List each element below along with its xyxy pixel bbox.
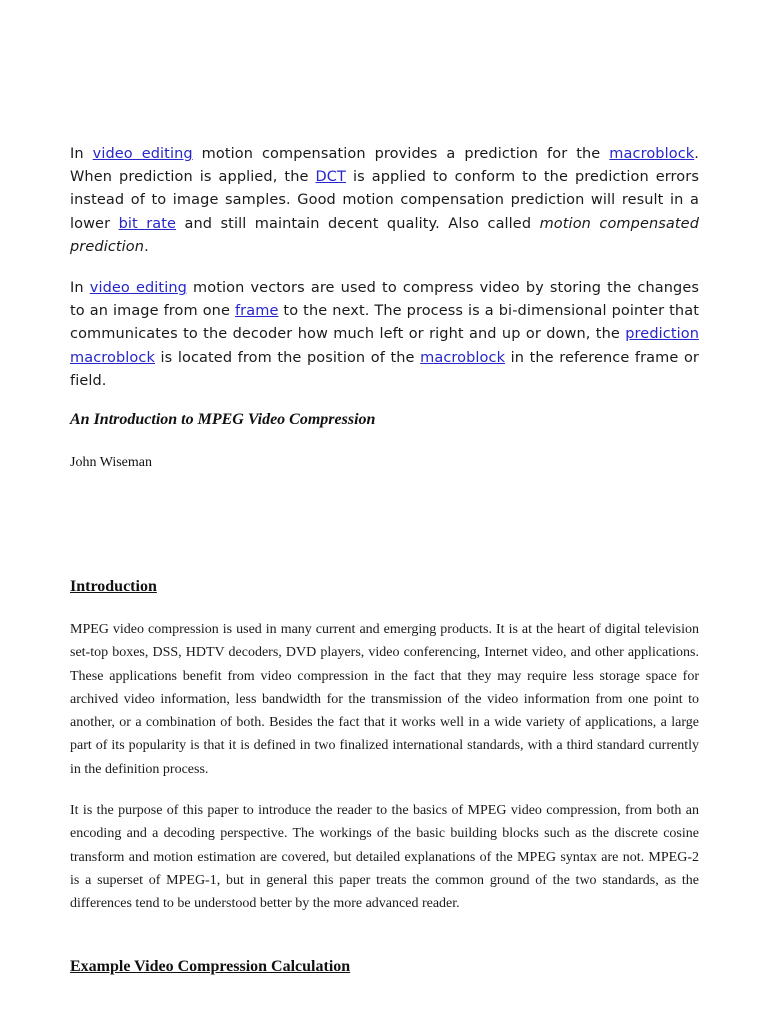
link-dct[interactable]: DCT	[315, 169, 346, 186]
text-span: to the next. The process is a bi-dimensional pointer that communicates to the decoder how much left or right and up or down, the	[70, 303, 699, 343]
link-frame[interactable]: frame	[234, 303, 279, 320]
heading-example-calculation: Example Video Compression Calculation	[70, 958, 351, 975]
link-bit-rate[interactable]: bit rate	[118, 215, 177, 232]
heading-introduction: Introduction	[70, 578, 157, 595]
text-span: In	[70, 280, 90, 296]
paragraph-intro-1: MPEG video compression is used in many current and emerging products. It is at the heart of digital television set-top boxes, DSS, HDTV decoders, DVD players, video conferencing, Internet video, and other applications. These applications benefit from video compression in the fact that they may require less storage space for archived video information, less bandwidth for the transmission of the video information from one point to another, or a combination of both. Besides the fact that it works well in a wide variety of applications, a large part of its popularity is that it is defined in two finalized international standards, with a third standard currently in the definition process.	[70, 622, 699, 777]
link-video-editing[interactable]: video editing	[92, 146, 193, 162]
text-span: is located from the position of the	[154, 349, 421, 366]
link-prediction-macroblock[interactable]: prediction macroblock	[70, 326, 699, 366]
link-macroblock-2[interactable]: macroblock	[420, 349, 506, 366]
emphasis-term: motion compensated prediction	[70, 215, 700, 255]
text-span: .	[144, 238, 149, 255]
text-span: and still maintain decent quality. Also called	[176, 215, 540, 232]
author-name: John Wiseman	[70, 455, 153, 470]
paragraph-motion-compensation	[70, 143, 699, 259]
text-span: motion vectors are used to compress video by storing the changes to an image from one	[70, 280, 699, 320]
text-span: motion compensation provides a prediction for the	[192, 146, 610, 162]
paragraph-intro-2: It is the purpose of this paper to introduce the reader to the basics of MPEG video compression, from both an encoding and a decoding perspective. The workings of the basic building blocks such as the discrete cosine transform and motion estimation are covered, but detailed explanations of the MPEG syntax are not. MPEG-2 is a superset of MPEG-1, but in general this paper treats the common ground of the two standards, as the differences tend to be understood better by the more advanced reader.	[70, 803, 699, 912]
paragraph-motion-vectors	[70, 277, 699, 393]
text-span: In	[70, 146, 93, 162]
link-video-editing-2[interactable]: video editing	[89, 280, 187, 296]
link-macroblock[interactable]: macroblock	[609, 146, 695, 162]
text-span: is applied to conform to the prediction errors instead of to image samples. Good motion compensation prediction will result in a lower	[70, 169, 699, 232]
text-span: in the reference frame or field.	[70, 349, 699, 389]
text-span: . When prediction is applied, the	[70, 146, 699, 186]
article-title: An Introduction to MPEG Video Compression	[70, 411, 376, 428]
